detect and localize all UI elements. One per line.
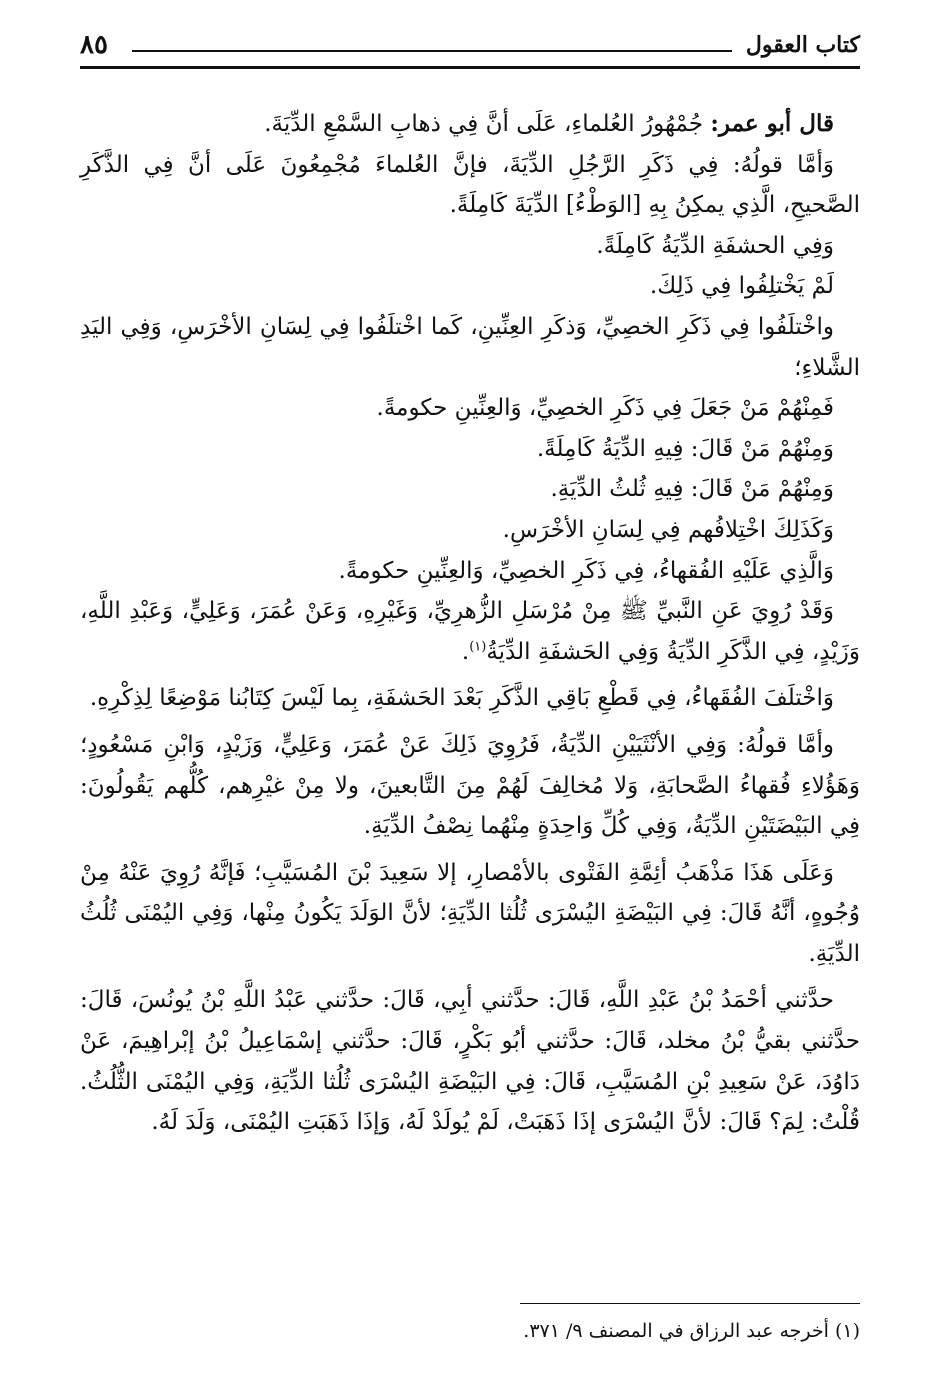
paragraph-text: جُمْهُورُ العُلماءِ، عَلَى أنَّ فِي ذهابِ السَّمْعِ الدِّيَةَ. <box>264 111 711 137</box>
paragraph <box>80 307 860 388</box>
paragraph-text: واخْتلَفُوا فِي ذَكَرِ الخصِيِّ، وَذكَرِ العِنِّينِ، كَما اخْتلَفُوا فِي لِسَانِ الأخْرَسِ، وَفِي اليَدِ الشَّلاءِ؛ <box>80 313 860 381</box>
paragraph-text: وَالَّذِي عَلَيْهِ الفُقهاءُ، فِي ذَكَرِ الخصِيِّ، وَالعِنِّينِ حكومةً. <box>338 557 834 584</box>
paragraph <box>80 510 860 551</box>
paragraph <box>80 591 860 672</box>
paragraph-text-tail: . <box>461 638 470 665</box>
footnote-separator <box>520 1303 860 1304</box>
paragraph-text: لَمْ يَخْتلِفُوا فِي ذَلِكَ. <box>649 273 834 300</box>
paragraph-text: وَقَدْ رُوِيَ عَنِ النَّبيِّ ﷺ مِنْ مُرْسَلِ الزُّهرِيِّ، وَغَيْرِهِ، وَعَنْ عُمَرَ، وَعَلِيٍّ، وَعَبْدِ اللَّهِ، وَزَيْدٍ، فِي الذَّكَرِ الدِّيَةُ وَفِي الحَشفَةِ الدِّيَةُ <box>80 598 860 665</box>
paragraph <box>80 104 860 145</box>
paragraph-text: وَعَلَى هَذَا مَذْهَبُ أئِمَّةِ الفَتْوى بالأمْصارِ، إلا سَعِيدَ بْنَ المُسَيَّبِ؛ فَإنَّهُ رُوِيَ عَنْهُ مِنْ وُجُوهٍ، أنَّهُ قَالَ: فِي البَيْضَةِ اليُسْرَى ثُلُثا الدِّيَةِ؛ لأنَّ الوَلَدَ يَكُونُ مِنْها، وَفِي اليُمْنَى ثُلُثُ الدِّيَةِ. <box>80 859 860 967</box>
paragraph <box>80 678 860 719</box>
paragraph-text: وَأمَّا قولُهُ: فِي ذَكَرِ الرَّجُلِ الدِّيَةَ، فإنَّ العُلماءَ مُجْمِعُونَ عَلَى أنَّ فِي الذَّكَرِ الصَّحيحِ، الَّذِي يمكِنُ بِهِ [الوَطْءُ] الدِّيَةَ كَامِلَةً. <box>80 151 860 219</box>
paragraph-text: وَاخْتلَفَ الفُقَهاءُ، فِي قَطْعِ بَاقِي الذَّكَرِ بَعْدَ الحَشفَةِ، بِما لَيْسَ كِتَابُنا مَوْضِعًا لِذِكْرِهِ. <box>89 685 834 712</box>
page-number: ٨٥ <box>80 30 108 60</box>
footnote: (١) أخرجه عبد الرزاق في المصنف ٩/ ٣٧١. <box>523 1320 860 1342</box>
header-dash <box>132 50 732 52</box>
running-title: كتاب العقول <box>745 32 860 58</box>
footnote-marker: (١) <box>469 639 487 655</box>
body-text <box>80 104 860 1143</box>
paragraph-text: وَمِنْهُمْ مَنْ قَالَ: فِيهِ الدِّيَةُ كَامِلَةً. <box>536 435 834 462</box>
paragraph <box>80 551 860 592</box>
paragraph <box>80 388 860 429</box>
header-rule <box>80 66 860 69</box>
paragraph <box>80 980 860 1142</box>
paragraph-text: وَمِنْهُمْ مَنْ قَالَ: فِيهِ ثُلثُ الدِّيَةِ. <box>550 476 834 503</box>
paragraph-text: فَمِنْهُمْ مَنْ جَعَلَ فِي ذَكَرِ الخصِيِّ، وَالعِنِّينِ حكومةً. <box>376 395 834 422</box>
paragraph <box>80 145 860 226</box>
paragraph <box>80 853 860 975</box>
paragraph <box>80 429 860 470</box>
paragraph <box>80 725 860 847</box>
paragraph <box>80 469 860 510</box>
paragraph <box>80 226 860 267</box>
speaker-label: قال أبو عمر: <box>710 110 834 137</box>
paragraph-text: وَكَذَلِكَ اخْتِلافُهم فِي لِسَانِ الأخْرَسِ. <box>502 516 834 543</box>
paragraph-text: حدَّثني أحْمَدُ بْنُ عَبْدِ اللَّهِ، قَالَ: حدَّثني أبِي، قَالَ: حدَّثني عَبْدُ اللَّهِ بْنُ يُونُسَ، قَالَ: حدَّثني بقيُّ بْنُ مخلد، قَالَ: حدَّثني أبُو بَكْرٍ، قَالَ: حدَّثني إسْمَاعِيلُ بْنُ إبْراهِيمَ، عَنْ دَاوُدَ، عَنْ سَعِيدِ بْنِ المُسَيَّبِ، قَالَ: فِي البَيْضَةِ اليُسْرَى ثُلُثا الدِّيَةِ، وَفِي اليُمْنَى الثُّلُثُ. قُلْتُ: لِمَ؟ قَالَ: لأنَّ اليُسْرَى إذَا ذَهَبَتْ، لَمْ يُولَدْ لَهُ، وَإذَا ذَهَبَتِ اليُمْنَى، وَلَدَ لَهُ. <box>80 987 860 1136</box>
paragraph-text: وأمَّا قولُهُ: وَفِي الأنْثَيَيْنِ الدِّيَةُ، فَرُوِيَ ذَلِكَ عَنْ عُمَرَ، وَعَلِيٍّ، وَزَيْدٍ، وَابْنِ مَسْعُودٍ؛ وَهَؤُلاءِ فُقهاءُ الصَّحابَةِ، وَلا مُخالِفَ لَهُمْ مِنَ التَّابعينَ، ولا مِنْ غيْرِهم، كُلُّهم يَقُولُونَ: فِي البَيْضَتَيْنِ الدِّيَةُ، وَفِي كُلِّ وَاحِدَةٍ مِنْهُما نِصْفُ الدِّيَةِ. <box>80 731 860 840</box>
paragraph-text: وَفِي الحشفَةِ الدِّيَةُ كَامِلَةً. <box>596 232 834 259</box>
paragraph <box>80 266 860 307</box>
page-header <box>80 30 860 68</box>
